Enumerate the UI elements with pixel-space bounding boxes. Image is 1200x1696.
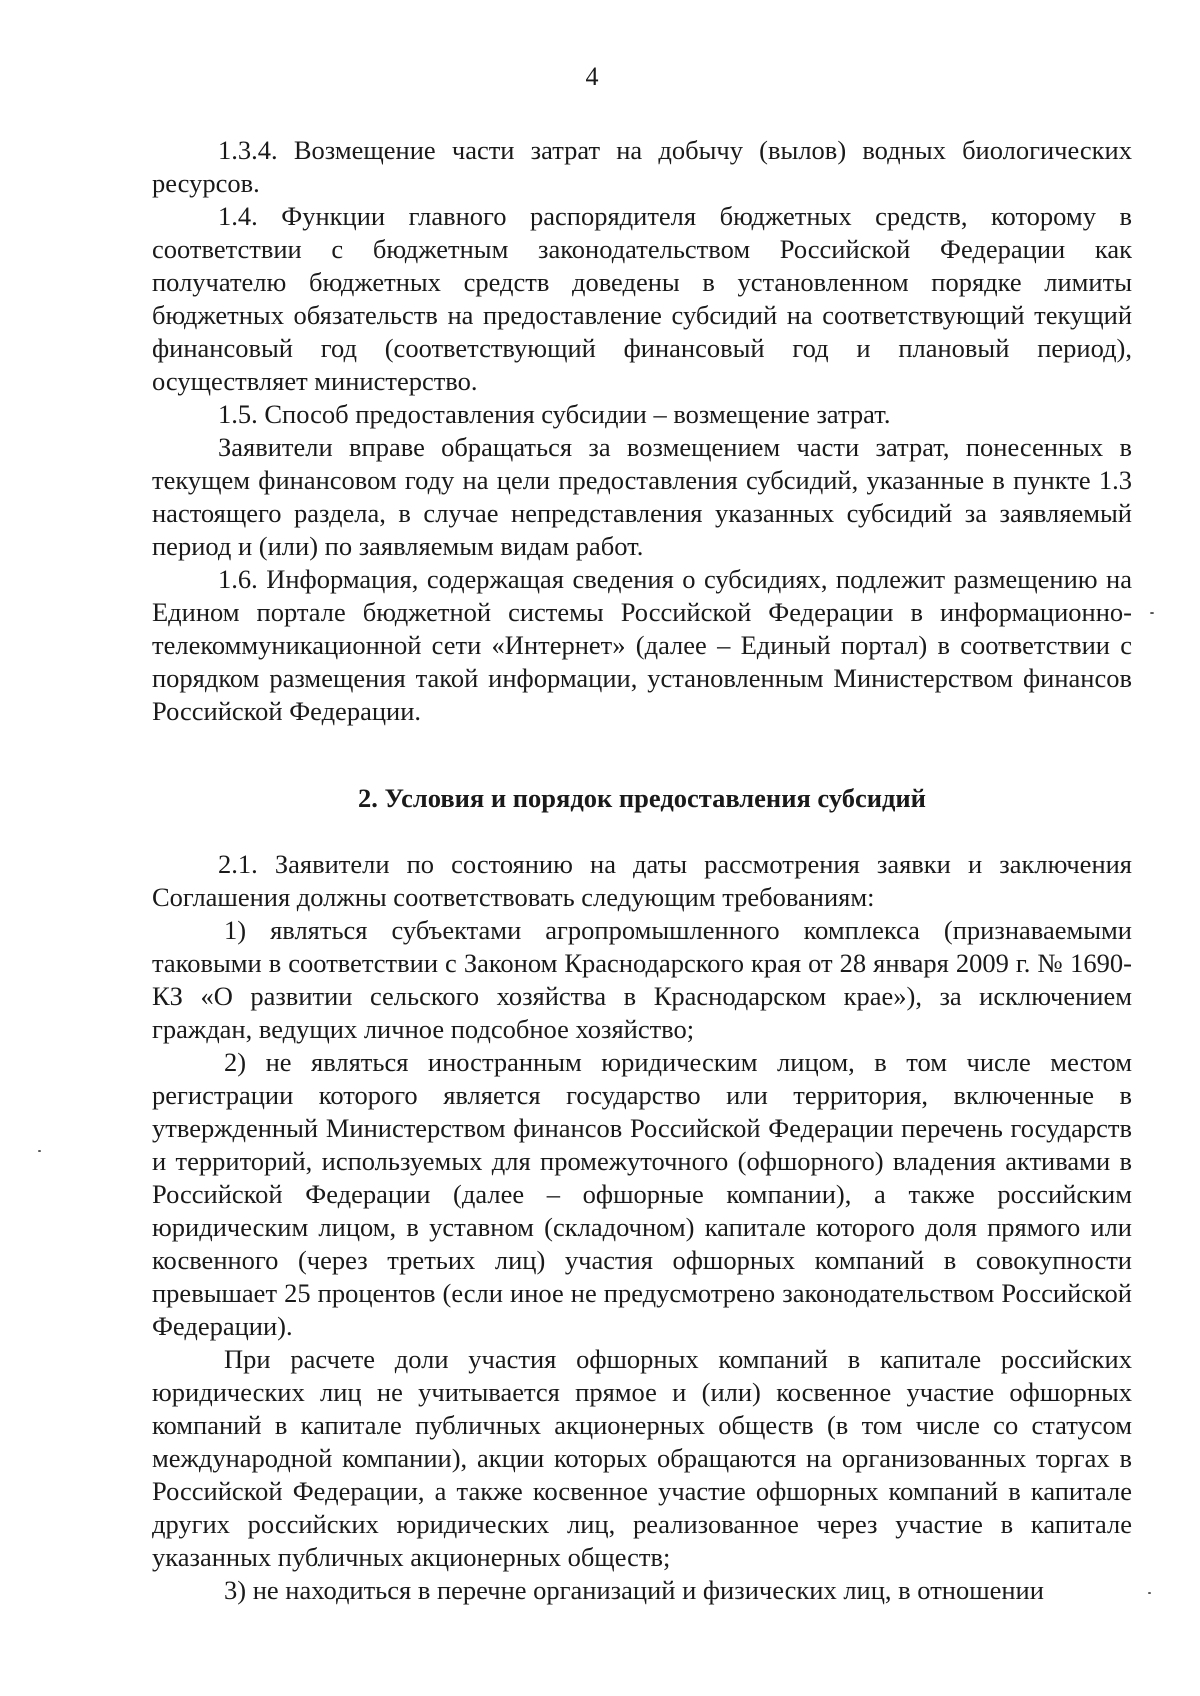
scan-speck <box>1148 1592 1151 1594</box>
requirement-3: 3) не находиться в перечне организаций и физических лиц, в отношении <box>224 1575 1044 1605</box>
body-text-top <box>152 134 1132 728</box>
paragraph-applicants-right: Заявители вправе обращаться за возмещением части затрат, понесенных в текущем финансовом году на цели предоставления субсидий, указанные в пункте 1.3 настоящего раздела, в случае непредставления указанных субсидий за заявляемый период и (или) по заявляемым видам работ. <box>152 432 1132 561</box>
scan-speck <box>38 1150 41 1152</box>
page-number: 4 <box>585 62 599 91</box>
requirement-1: 1) являться субъектами агропромышленного комплекса (признаваемыми таковыми в соответствии с Законом Краснодарского края от 28 января 2009 г. № 1690-КЗ «О развитии сельского хозяйства в Краснодарском крае»), за исключением граждан, ведущих личное подсобное хозяйство; <box>152 915 1132 1044</box>
requirement-2: 2) не являться иностранным юридическим лицом, в том числе местом регистрации которого является государство или территория, включенные в утвержденный Министерством финансов Российской Федерации перечень государств и территорий, используемых для промежуточного (офшорного) владения активами в Российской Федерации (далее – офшорные компании), а также российским юридическим лицом, в уставном (складочном) капитале которого доля прямого или косвенного (через третьих лиц) участия офшорных компаний в совокупности превышает 25 процентов (если иное не предусмотрено законодательством Российской Федерации). <box>152 1047 1132 1341</box>
paragraph-1-5: 1.5. Способ предоставления субсидии – возмещение затрат. <box>218 399 891 429</box>
body-text-section-2 <box>152 848 1132 1607</box>
paragraph-1-4: 1.4. Функции главного распорядителя бюджетных средств, которому в соответствии с бюджетным законодательством Российской Федерации как получателю бюджетных средств доведены в установленном порядке лимиты бюджетных обязательств на предоставление субсидий на соответствующий текущий финансовый год (соответствующий финансовый год и плановый период), осуществляет министерство. <box>152 201 1132 396</box>
paragraph-2-1: 2.1. Заявители по состоянию на даты рассмотрения заявки и заключения Соглашения должны соответствовать следующим требованиям: <box>152 849 1132 912</box>
paragraph-1-6: 1.6. Информация, содержащая сведения о субсидиях, подлежит размещению на Едином портале бюджетной системы Российской Федерации в информационно-телекоммуникационной сети «Интернет» (далее – Единый портал) в соответствии с порядком размещения такой информации, установленным Министерством финансов Российской Федерации. <box>152 564 1132 726</box>
section-heading: 2. Условия и порядок предоставления субсидий <box>358 783 926 813</box>
scan-speck <box>1150 612 1154 614</box>
paragraph-offshore-calculation: При расчете доли участия офшорных компаний в капитале российских юридических лиц не учитывается прямое и (или) косвенное участие офшорных компаний в капитале публичных акционерных обществ (в том числе со статусом международной компании), акции которых обращаются на организованных торгах в Российской Федерации, а также косвенное участие офшорных компаний в капитале других российских юридических лиц, реализованное через участие в капитале указанных публичных акционерных обществ; <box>152 1344 1132 1572</box>
paragraph-1-3-4: 1.3.4. Возмещение части затрат на добычу (вылов) водных биологических ресурсов. <box>152 135 1132 198</box>
